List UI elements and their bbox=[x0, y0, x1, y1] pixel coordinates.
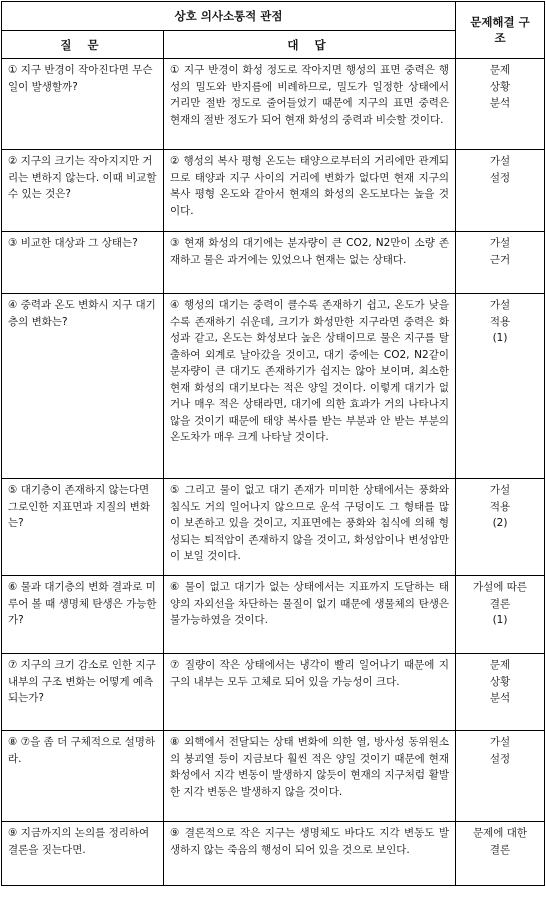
structure-cell bbox=[456, 576, 545, 654]
answer-cell: ① 지구 반경이 화성 정도로 작아지면 행성의 표면 중력은 행성의 밀도와 반지름에 비례하므로, 밀도가 일정한 상태에서 거리만 절반 정도로 줄어들었기 때문에 지구의 표면 중력은 현재의 절반 정도가 되어 현재 화성의 중력과 비슷할 것이다. bbox=[164, 59, 456, 150]
answer-cell: ④ 행성의 대기는 중력이 클수록 존재하기 쉽고, 온도가 낮을수록 존재하기 쉬운데, 크기가 화성만한 지구라면 중력은 화성과 같고, 온도는 화성보다 높은 상태이므로 물은 지구를 탈출하여 외계로 날아갔을 것이고, 대기 중에는 CO2, N2같이 분자량이 큰 대기도 존재하기가 쉽지는 않아 보이며, 최소한 현재 화성의 대기보다는 적은 양일 것이다. 이렇게 대기가 없거나 매우 적은 상태라면, 대기에 의한 효과가 거의 나타나지 않을 것이기 때문에 태양 복사를 받는 부분과 안 받는 부분의 온도차가 매우 크게 나타날 것이다. bbox=[164, 294, 456, 479]
question-cell: ⑦ 지구의 크기 감소로 인한 지구 내부의 구조 변화는 어떻게 예측되는가? bbox=[2, 654, 164, 731]
structure-line: 분석 bbox=[489, 97, 511, 109]
answer-cell: ⑨ 결론적으로 작은 지구는 생명체도 바다도 지각 변동도 발생하지 않는 죽음의 행성이 되어 있을 것으로 보인다. bbox=[164, 822, 456, 886]
table-body bbox=[2, 59, 545, 886]
structure-cell bbox=[456, 479, 545, 576]
perspective-table bbox=[1, 1, 545, 886]
table-row bbox=[2, 731, 545, 822]
table-row bbox=[2, 150, 545, 232]
table-row bbox=[2, 294, 545, 479]
table-row bbox=[2, 822, 545, 886]
structure-line: 문제 bbox=[489, 64, 511, 76]
answer-cell: ⑤ 그리고 물이 없고 대기 존재가 미미한 상태에서는 풍화와 침식도 거의 일어나지 않으므로 운석 구덩이도 그 형태를 많이 보존하고 있을 것이고, 지표면에는 풍화와 침식에 의해 형성되는 퇴적암이 존재하지 않을 것이고, 화성암이나 변성암만이 보일 것이다. bbox=[164, 479, 456, 576]
structure-line: 가설 bbox=[489, 237, 511, 249]
answer-cell: ② 행성의 복사 평형 온도는 태양으로부터의 거리에만 관계되므로 태양과 지구 사이의 거리에 변화가 없다면 현재 지구의 복사 평형 온도와 같아서 현재의 화성의 온도보다는 높을 것이다. bbox=[164, 150, 456, 232]
structure-line: 가설 bbox=[489, 736, 511, 748]
answer-cell: ⑧ 외핵에서 전달되는 상태 변화에 의한 열, 방사성 동위원소의 붕괴열 등이 지금보다 훨씬 적은 양일 것이기 때문에 현재 화성에서 지각 변동이 발생하지 않듯이 현재의 지구처럼 활발한 지각 변동은 발생하지 않을 것이다. bbox=[164, 731, 456, 822]
question-cell: ③ 비교한 대상과 그 상태는? bbox=[2, 232, 164, 294]
problem-structure-header: 문제해결 구조 bbox=[456, 2, 545, 59]
structure-line: 결론 bbox=[489, 597, 511, 610]
structure-line: 상황 bbox=[489, 675, 511, 688]
structure-line: (1) bbox=[492, 614, 508, 626]
structure-line: (1) bbox=[492, 332, 508, 344]
structure-line: 설정 bbox=[489, 171, 511, 184]
structure-line: 문제에 대한 bbox=[472, 827, 528, 839]
structure-line: 결론 bbox=[489, 843, 511, 856]
structure-line: 적용 bbox=[489, 500, 511, 513]
question-cell: ⑥ 물과 대기층의 변화 결과로 미루어 볼 때 생명체 탄생은 가능한가? bbox=[2, 576, 164, 654]
structure-cell bbox=[456, 59, 545, 150]
question-cell: ④ 중력과 온도 변화시 지구 대기층의 변화는? bbox=[2, 294, 164, 479]
structure-line: 상황 bbox=[489, 80, 511, 93]
table-row bbox=[2, 654, 545, 731]
structure-cell bbox=[456, 822, 545, 886]
answer-cell: ⑦ 질량이 작은 상태에서는 냉각이 빨리 일어나기 때문에 지구의 내부는 모두 고체로 되어 있을 가능성이 크다. bbox=[164, 654, 456, 731]
question-cell: ① 지구 반경이 작아진다면 무슨 일이 발생할까? bbox=[2, 59, 164, 150]
perspective-header: 상호 의사소통적 관점 bbox=[2, 2, 456, 31]
structure-cell bbox=[456, 654, 545, 731]
question-cell: ② 지구의 크기는 작아지지만 거리는 변하지 않는다. 이때 비교할 수 있는 것은? bbox=[2, 150, 164, 232]
structure-line: 분석 bbox=[489, 692, 511, 704]
question-cell: ⑨ 지금까지의 논의를 정리하여 결론을 짓는다면. bbox=[2, 822, 164, 886]
structure-cell bbox=[456, 150, 545, 232]
structure-cell bbox=[456, 731, 545, 822]
structure-line: 적용 bbox=[489, 315, 511, 328]
table-row bbox=[2, 59, 545, 150]
answer-cell: ⑥ 물이 없고 대기가 없는 상태에서는 지표까지 도달하는 태양의 자외선을 차단하는 물질이 없기 때문에 생물체의 탄생은 불가능하였을 것이다. bbox=[164, 576, 456, 654]
structure-cell bbox=[456, 232, 545, 294]
question-header: 질 문 bbox=[2, 31, 164, 59]
structure-line: 설정 bbox=[489, 752, 511, 765]
table-row bbox=[2, 576, 545, 654]
structure-line: 가설 bbox=[489, 484, 511, 496]
question-cell: ⑤ 대기층이 존재하지 않는다면 그로인한 지표면과 지질의 변화는? bbox=[2, 479, 164, 576]
structure-cell bbox=[456, 294, 545, 479]
structure-line: 가설 bbox=[489, 299, 511, 311]
answer-header: 대 답 bbox=[164, 31, 456, 59]
structure-line: 가설에 따른 bbox=[472, 581, 528, 593]
table-row bbox=[2, 479, 545, 576]
table-row bbox=[2, 232, 545, 294]
structure-line: 문제 bbox=[489, 659, 511, 671]
answer-cell: ③ 현재 화성의 대기에는 분자량이 큰 CO2, N2만이 소량 존재하고 물은 과거에는 있었으나 현재는 없는 상태다. bbox=[164, 232, 456, 294]
structure-line: (2) bbox=[492, 517, 508, 529]
structure-line: 근거 bbox=[489, 253, 511, 266]
question-cell: ⑧ ⑦을 좀 더 구체적으로 설명하라. bbox=[2, 731, 164, 822]
structure-line: 가설 bbox=[489, 155, 511, 167]
